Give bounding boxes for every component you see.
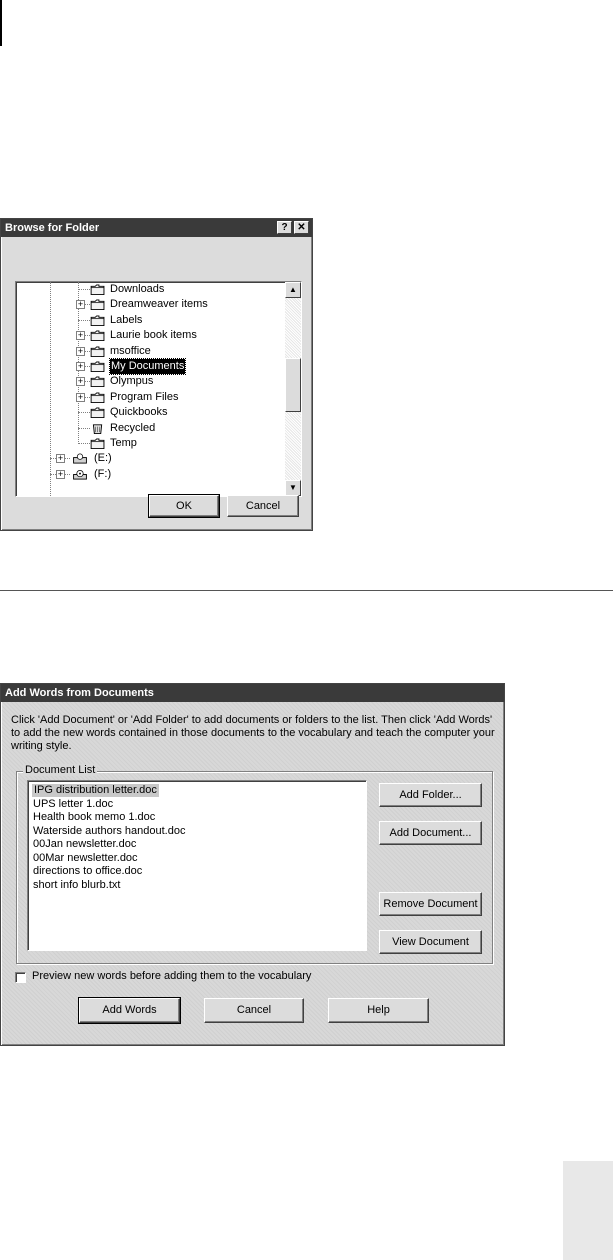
tree-item-label: Downloads [110, 283, 165, 295]
expand-plus-icon[interactable]: + [57, 453, 64, 464]
expand-plus-icon[interactable]: + [77, 330, 84, 341]
tree-item-label: msoffice [110, 344, 151, 357]
tree-item[interactable] [16, 405, 286, 420]
page-corner-tab [563, 1161, 613, 1260]
document-list-label: Document List [25, 764, 96, 776]
help-button[interactable]: ? [277, 221, 292, 234]
scroll-down-arrow-icon[interactable]: ▼ [285, 480, 301, 496]
tree-item[interactable] [16, 359, 286, 374]
tree-branch-line [78, 443, 90, 444]
folder-icon [90, 407, 106, 418]
recycle-bin-icon [90, 423, 106, 434]
tree-item-label: Dreamweaver items [110, 298, 208, 311]
drive-icon [72, 453, 88, 464]
expand-plus-icon[interactable]: + [77, 345, 84, 356]
browse-for-folder-dialog [0, 218, 313, 531]
expand-plus-icon[interactable]: + [77, 376, 84, 387]
ok-button[interactable]: OK [149, 495, 219, 517]
preview-checkbox[interactable] [15, 972, 26, 983]
tree-item[interactable] [16, 328, 286, 343]
folder-icon [90, 284, 106, 295]
view-document-button[interactable]: View Document [379, 930, 482, 954]
add-words-title: Add Words from Documents [5, 687, 154, 699]
tree-branch-line [78, 289, 90, 290]
document-list-item[interactable]: 00Mar newsletter.doc [33, 851, 138, 864]
tree-item-label: Laurie book items [110, 329, 197, 342]
document-list-item[interactable]: UPS letter 1.doc [33, 797, 114, 810]
tree-item[interactable] [16, 344, 286, 359]
tree-item[interactable] [16, 390, 286, 405]
document-list-item[interactable]: IPG distribution letter.doc [34, 784, 157, 796]
tree-branch-line [78, 428, 90, 429]
add-words-title-bar [1, 684, 504, 702]
tree-item[interactable] [16, 451, 286, 466]
tree-branch-line [78, 320, 90, 321]
document-list-item[interactable]: directions to office.doc [33, 865, 143, 877]
tree-item[interactable] [16, 313, 286, 328]
tree-item[interactable] [16, 421, 286, 436]
tree-vertical-scrollbar[interactable] [285, 282, 301, 496]
folder-tree[interactable] [15, 281, 302, 497]
tree-item[interactable] [16, 436, 286, 451]
tree-item-label: (F:) [94, 467, 112, 480]
preview-checkbox-label: Preview new words before adding them to the vocabulary [32, 970, 312, 982]
folder-icon [90, 376, 106, 387]
scroll-up-arrow-icon[interactable]: ▲ [285, 282, 301, 298]
document-list-item[interactable]: 00Jan newsletter.doc [33, 838, 137, 850]
browse-title-bar [1, 219, 312, 237]
document-list-item[interactable]: short info blurb.txt [33, 878, 121, 891]
tree-item-label: Olympus [110, 375, 154, 388]
add-words-dialog [0, 683, 505, 1046]
instructions-text: Click 'Add Document' or 'Add Folder' to add documents or folders to the list. Then click 'Add Words' to add the new words contained in those documents to the vocabulary and teach the computer your writing style. [11, 714, 495, 752]
tree-item[interactable] [16, 374, 286, 389]
expand-plus-icon[interactable]: + [77, 361, 84, 371]
section-divider [0, 590, 613, 591]
cancel-button[interactable]: Cancel [227, 495, 299, 517]
add-folder-button[interactable]: Add Folder... [379, 783, 482, 807]
tree-item[interactable] [16, 282, 286, 297]
scroll-thumb[interactable] [285, 358, 301, 412]
tree-item-label: My Documents [111, 360, 185, 372]
tree-item-label: (E:) [94, 452, 112, 465]
close-button[interactable]: ✕ [294, 221, 309, 234]
folder-icon [90, 438, 106, 449]
document-listbox[interactable] [27, 780, 367, 951]
tree-branch-line [78, 412, 90, 413]
tree-item-label: Temp [110, 437, 137, 449]
tree-item[interactable] [16, 297, 286, 312]
browse-title: Browse for Folder [5, 222, 100, 234]
folder-icon [90, 315, 106, 326]
aw-cancel-button[interactable]: Cancel [204, 998, 304, 1023]
page-margin-mark [0, 0, 2, 46]
tree-item-label: Quickbooks [110, 406, 168, 419]
expand-plus-icon[interactable]: + [77, 299, 84, 310]
document-list-item[interactable]: Health book memo 1.doc [33, 811, 156, 823]
expand-plus-icon[interactable]: + [57, 468, 64, 479]
folder-icon [90, 361, 106, 372]
document-list-item[interactable]: Waterside authors handout.doc [33, 824, 186, 837]
add-document-button[interactable]: Add Document... [379, 821, 482, 845]
folder-icon [90, 299, 106, 310]
folder-icon [90, 346, 106, 357]
tree-item-label: Recycled [110, 421, 156, 434]
help-dialog-button[interactable]: Help [328, 998, 429, 1023]
add-words-button[interactable]: Add Words [79, 998, 180, 1023]
expand-plus-icon[interactable]: + [77, 391, 84, 402]
tree-item-label: Labels [110, 313, 143, 326]
remove-document-button[interactable]: Remove Document [379, 892, 482, 916]
tree-item-label: Program Files [110, 390, 179, 403]
tree-item[interactable] [16, 467, 286, 482]
document-list-group [16, 764, 493, 964]
folder-icon [90, 392, 106, 403]
folder-icon [90, 330, 106, 341]
cd-drive-icon [72, 469, 88, 480]
